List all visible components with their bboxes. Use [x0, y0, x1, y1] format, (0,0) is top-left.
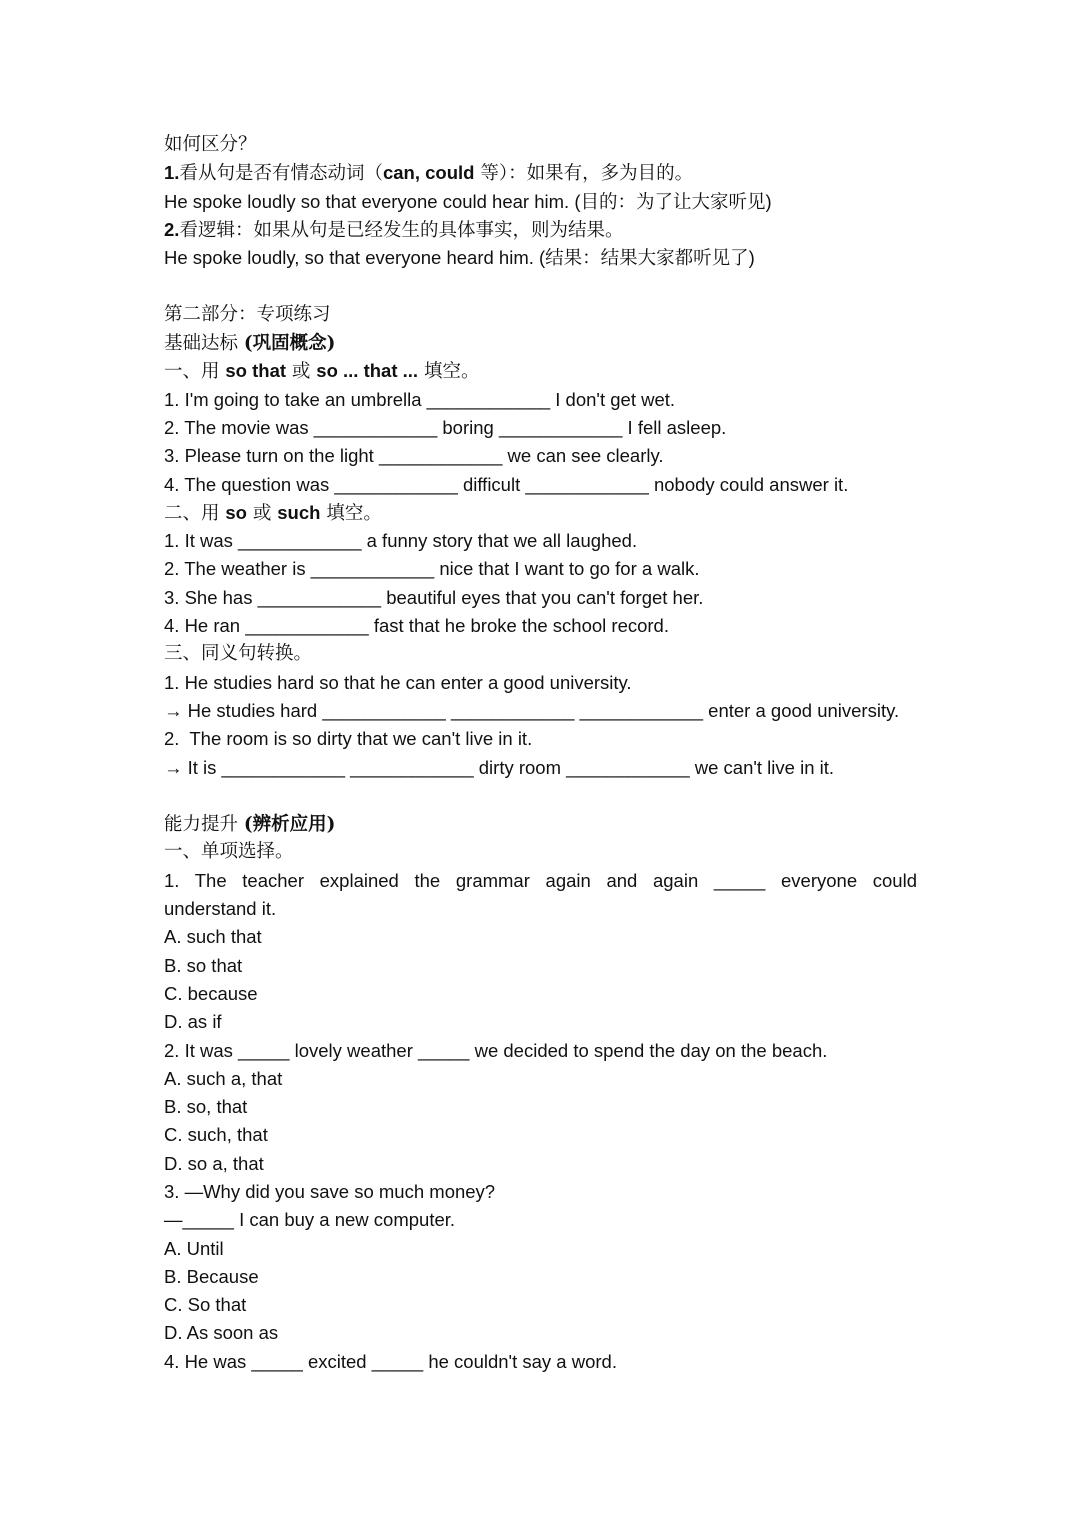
rule-2-text: 看逻辑：如果从句是已经发生的具体事实，则为结果。 [179, 219, 624, 241]
question-4-stem: 4. He was _____ excited _____ he couldn't say a word. [164, 1350, 617, 1372]
basic-heading-note: (巩固概念) [243, 333, 336, 355]
exercise-1-label-end: 填空。 [418, 361, 480, 383]
question-1-option-b: B. so that [164, 954, 243, 976]
advanced-heading-note: (辨析应用) [243, 814, 336, 836]
exercise-2-item: 3. She has ____________ beautiful eyes that you can't forget her. [164, 586, 704, 608]
exercise-3-label: 三、同义句转换。 [164, 643, 313, 665]
exercise-1-item: 3. Please turn on the light ____________ we can see clearly. [164, 445, 664, 467]
exercise-1-label-start: 一、用 [164, 361, 226, 383]
spacer [164, 272, 924, 300]
basic-heading-text: 基础达标 [164, 333, 244, 355]
rule-2 [164, 216, 924, 244]
exercise-2-label [164, 499, 924, 527]
intro-heading: 如何区分？ [164, 134, 257, 155]
exercise-1-item: 4. The question was ____________ difficult ____________ nobody could answer it. [164, 473, 849, 495]
question-1-option-a: A. such that [164, 926, 262, 948]
part-title: 第二部分：专项练习 [164, 303, 331, 325]
exercise-1-item: 2. The movie was ____________ boring ____________ I fell asleep. [164, 416, 727, 438]
rule-1-text: 看从句是否有情态动词（ [179, 163, 383, 185]
exercise-3-question-2: 2. The room is so dirty that we can't live in it. [164, 728, 533, 750]
rule-1-text-end: 等）：如果有，多为目的。 [474, 163, 694, 185]
exercise-2-keyword-2: such [277, 501, 321, 523]
question-3-option-d: D. As soon as [164, 1322, 279, 1344]
advanced-heading-text: 能力提升 [164, 814, 244, 836]
rule-2-number: 2. [164, 218, 180, 240]
exercise-2-label-mid: 或 [246, 502, 278, 524]
question-2-option-a: A. such a, that [164, 1067, 283, 1089]
exercise-2-item: 4. He ran ____________ fast that he broke the school record. [164, 615, 669, 637]
question-3-option-c: C. So that [164, 1294, 247, 1316]
question-3-option-a: A. Until [164, 1237, 224, 1259]
question-2-option-c: C. such, that [164, 1124, 268, 1146]
question-3-stem-reply: —_____ I can buy a new computer. [164, 1209, 456, 1231]
multiple-choice-label: 一、单项选择。 [164, 841, 294, 863]
exercise-1-keyword-2: so ... that ... [316, 360, 419, 382]
exercise-2-label-end: 填空。 [320, 502, 382, 524]
rule-1-number: 1. [164, 162, 180, 184]
example-2: He spoke loudly, so that everyone heard him. (结果：结果大家都听见了) [164, 247, 755, 269]
question-1-option-c: C. because [164, 982, 258, 1004]
example-1: He spoke loudly so that everyone could hear him. (目的：为了让大家听见) [164, 190, 772, 212]
question-3-option-b: B. Because [164, 1265, 259, 1287]
exercise-1-label [164, 357, 924, 385]
exercise-1-item: 1. I'm going to take an umbrella ____________ I don't get wet. [164, 388, 676, 410]
worksheet-page [164, 131, 924, 1376]
exercise-3-answer-1: → He studies hard ____________ ____________ ____________ enter a good university. [164, 699, 900, 721]
question-2-option-b: B. so, that [164, 1096, 248, 1118]
question-3-stem: 3. —Why did you save so much money? [164, 1180, 496, 1202]
exercise-2-item: 2. The weather is ____________ nice that I want to go for a walk. [164, 558, 700, 580]
question-2-option-d: D. so a, that [164, 1152, 264, 1174]
question-1-stem: 1. The teacher explained the grammar again and again _____ everyone could [164, 869, 917, 891]
exercise-3-question-1: 1. He studies hard so that he can enter a good university. [164, 671, 632, 693]
question-1-stem-cont: understand it. [164, 898, 277, 920]
rule-1-keywords: can, could [382, 162, 475, 184]
exercise-2-item: 1. It was ____________ a funny story that we all laughed. [164, 530, 638, 552]
exercise-1-label-mid: 或 [286, 361, 317, 383]
exercise-2-keyword-1: so [225, 501, 247, 523]
question-1-option-d: D. as if [164, 1011, 222, 1033]
rule-1 [164, 159, 924, 187]
basic-heading [164, 329, 924, 357]
advanced-heading [164, 810, 924, 838]
spacer [164, 782, 924, 810]
exercise-3-answer-2: → It is ____________ ____________ dirty room ____________ we can't live in it. [164, 756, 835, 778]
exercise-1-keyword-1: so that [225, 360, 287, 382]
exercise-2-label-start: 二、用 [164, 502, 226, 524]
question-2-stem: 2. It was _____ lovely weather _____ we decided to spend the day on the beach. [164, 1039, 828, 1061]
